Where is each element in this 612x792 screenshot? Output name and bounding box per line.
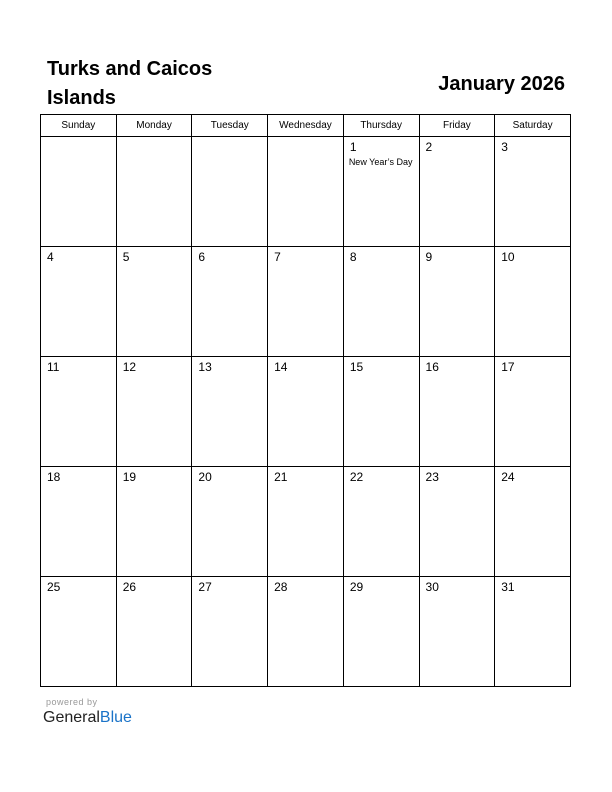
day-number: 11 xyxy=(47,360,60,374)
day-cell xyxy=(495,577,571,687)
day-cell xyxy=(268,137,344,247)
footer-branding xyxy=(43,697,132,728)
day-number: 15 xyxy=(349,360,364,374)
day-number: 30 xyxy=(425,580,439,594)
day-number: 9 xyxy=(425,250,433,264)
brand-general: General xyxy=(43,709,100,726)
weekday-header: Friday xyxy=(419,115,495,137)
day-number: 24 xyxy=(501,470,515,484)
day-cell xyxy=(495,467,571,577)
day-cell xyxy=(343,467,419,577)
weekday-header: Thursday xyxy=(343,115,419,137)
weekday-header: Monday xyxy=(116,115,192,137)
day-cell xyxy=(192,137,268,247)
week-row xyxy=(41,467,571,577)
day-cell xyxy=(41,247,117,357)
day-cell xyxy=(41,137,117,247)
week-row xyxy=(41,577,571,687)
day-cell xyxy=(419,137,495,247)
day-cell xyxy=(116,247,192,357)
day-cell xyxy=(116,137,192,247)
day-number: 6 xyxy=(198,250,206,264)
day-cell xyxy=(495,137,571,247)
day-number: 12 xyxy=(122,360,137,374)
day-cell xyxy=(495,357,571,467)
week-row xyxy=(41,137,571,247)
weekday-header: Saturday xyxy=(495,115,571,137)
day-cell xyxy=(192,357,268,467)
day-cell xyxy=(192,247,268,357)
day-number: 1 xyxy=(349,140,357,154)
brand-blue: Blue xyxy=(99,709,132,726)
day-number: 26 xyxy=(122,580,137,594)
day-number: 25 xyxy=(47,580,61,594)
day-cell xyxy=(343,357,419,467)
weekday-header: Wednesday xyxy=(268,115,344,137)
day-number xyxy=(192,137,267,140)
day-cell xyxy=(41,357,117,467)
day-cell xyxy=(192,577,268,687)
day-cell xyxy=(343,137,419,247)
day-number: 13 xyxy=(198,360,212,374)
day-cell xyxy=(419,247,495,357)
day-number: 27 xyxy=(198,580,212,594)
day-cell xyxy=(419,577,495,687)
day-cell xyxy=(268,357,344,467)
day-number: 31 xyxy=(501,580,515,594)
day-cell xyxy=(268,467,344,577)
day-number: 17 xyxy=(501,360,515,374)
weekday-header-row xyxy=(41,115,571,137)
day-number xyxy=(117,137,192,140)
powered-by-text: powered by xyxy=(46,697,98,707)
day-number xyxy=(41,137,116,140)
day-number: 4 xyxy=(47,250,54,264)
day-number: 19 xyxy=(122,470,137,484)
day-cell xyxy=(343,577,419,687)
day-number: 21 xyxy=(274,470,288,484)
day-cell xyxy=(116,467,192,577)
day-number: 28 xyxy=(274,580,288,594)
day-number: 8 xyxy=(349,250,357,264)
day-cell xyxy=(419,467,495,577)
country-title: Turks and Caicos Islands xyxy=(47,58,213,109)
day-cell xyxy=(419,357,495,467)
day-number: 5 xyxy=(122,250,130,264)
day-number: 16 xyxy=(425,360,439,374)
day-cell xyxy=(343,247,419,357)
day-number xyxy=(268,137,343,140)
month-year-title: January 2026 xyxy=(438,73,565,95)
day-number: 3 xyxy=(501,140,508,154)
day-cell xyxy=(268,247,344,357)
week-row xyxy=(41,357,571,467)
day-cell xyxy=(268,577,344,687)
day-cell xyxy=(41,467,117,577)
day-number: 23 xyxy=(425,470,439,484)
day-cell xyxy=(116,357,192,467)
calendar-grid xyxy=(40,114,571,687)
generalblue-logo xyxy=(43,708,132,728)
day-number: 20 xyxy=(198,470,212,484)
day-number: 10 xyxy=(501,250,515,264)
day-number: 14 xyxy=(274,360,288,374)
day-number: 18 xyxy=(47,470,61,484)
day-number: 7 xyxy=(274,250,281,264)
day-number: 29 xyxy=(349,580,364,594)
holiday-label: New Year’s Day xyxy=(348,157,413,167)
day-cell xyxy=(116,577,192,687)
day-number: 22 xyxy=(349,470,364,484)
weekday-header: Tuesday xyxy=(192,115,268,137)
day-number: 2 xyxy=(425,140,433,154)
day-cell xyxy=(41,577,117,687)
week-row xyxy=(41,247,571,357)
weekday-header: Sunday xyxy=(41,115,117,137)
day-cell xyxy=(495,247,571,357)
day-cell xyxy=(192,467,268,577)
